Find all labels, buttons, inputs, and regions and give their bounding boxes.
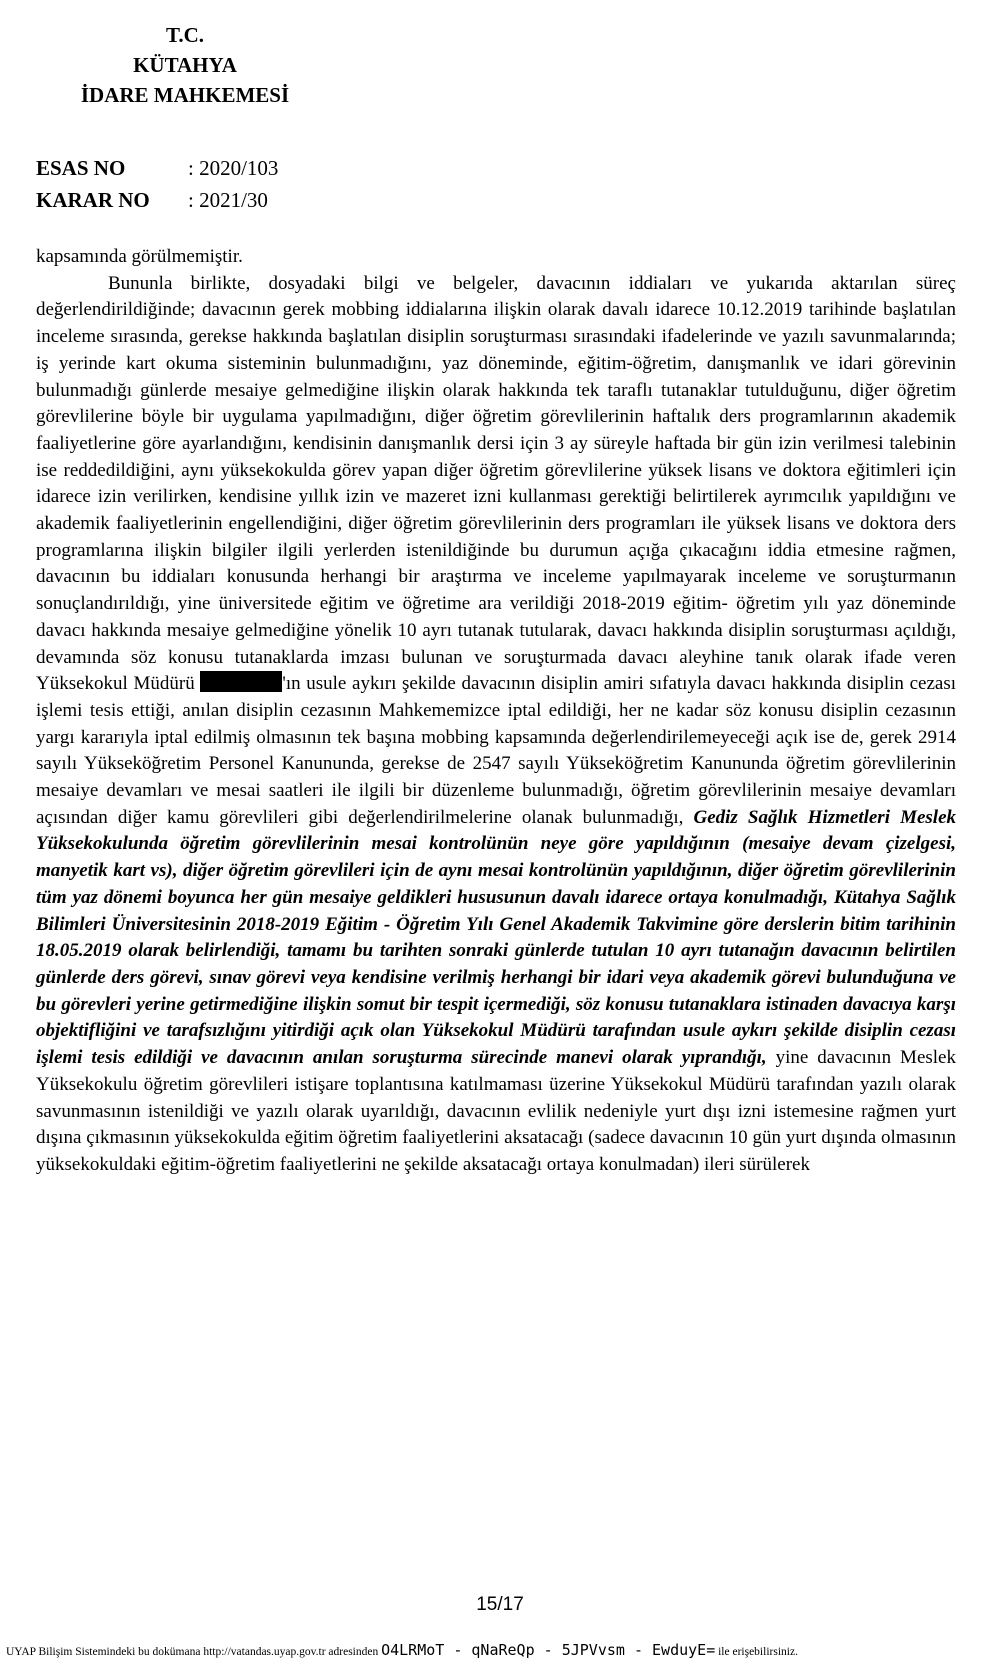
footer-verification xyxy=(6,1642,996,1660)
esas-label: ESAS NO xyxy=(36,156,126,180)
paragraph-main xyxy=(36,271,956,1179)
court-header xyxy=(55,20,315,110)
karar-value: : 2021/30 xyxy=(188,188,268,212)
esas-row xyxy=(36,152,278,184)
footer-prefix: UYAP Bilişim Sistemindeki bu dokümana http://vatandas.uyap.gov.tr adresinden xyxy=(6,1646,379,1658)
karar-label: KARAR NO xyxy=(36,188,150,212)
paragraph-text-part1: Bununla birlikte, dosyadaki bilgi ve belgeler, davacının iddiaları ve yukarıda aktarılan süreç değerlendirildiğinde; davacının gerek mobbing iddialarına ilişkin olarak davalı idarece 10.12.2019 tarihinde başlatılan inceleme sırasında, gerekse hakkında başlatılan disiplin soruşturması sırasındaki ifadelerinde ve yazılı savunmalarında; iş yerinde kart okuma sisteminin bulunmadığını, yaz döneminde, eğitim-öğretim, danışmanlık ve idari görevinin bulunmadığı günlerde mesaiye gelmediğine ilişkin olarak hakkında tek taraflı tutanaklar tutulduğunu, diğer öğretim görevlilerine böyle bir uygulama yapılmadığını, diğer öğretim görevlilerinin haftalık ders programlarının akademik faaliyetlerine göre ayarlandığını, kendisinin danışmanlık dersi için 3 ay süreyle haftada bir gün izin verilmesi talebinin ise reddedildiğini, aynı yüksekokulda görev yapan diğer öğretim görevlilerine yüksek lisans ve doktora eğitimleri için idarece izin verilirken, kendisine yıllık izin ve mazeret izni kullanması gerektiği belirtilerek ayrımcılık yapıldığını ve akademik faaliyetlerinin engellendiğini, diğer öğretim görevlilerinin ders programları ile yüksek lisans ve doktora ders programlarına ilişkin bilgiler ilgili yerlerden istenildiğinde bu durumun açığa çıkacağını iddia etmesine rağmen, davacının bu iddiaları konusunda herhangi bir araştırma ve inceleme yapılmayarak inceleme ve soruşturmanın sonuçlandırıldığı, yine üniversitede eğitim ve öğretime ara verildiği 2018-2019 eğitim- öğretim yılı yaz döneminde davacı hakkında mesaiye gelmediğine yönelik 10 ayrı tutanak tutularak, davacı hakkında disiplin soruşturması açıldığı, devamında söz konusu tutanaklarda imzası bulunan ve soruşturmada davacı aleyhine tanık olarak ifade veren Yüksekokul Müdürü xyxy=(36,272,956,695)
paragraph-continuation: kapsamında görülmemiştir. xyxy=(36,246,243,267)
header-line-city: KÜTAHYA xyxy=(133,53,237,77)
esas-value: : 2020/103 xyxy=(188,156,279,180)
document-body xyxy=(36,244,956,1179)
redacted-name-block xyxy=(200,671,282,692)
karar-row xyxy=(36,184,278,216)
page-number: 15/17 xyxy=(476,1594,524,1615)
case-numbers xyxy=(36,152,278,216)
paragraph-text-part3: yine davacının Meslek Yüksekokulu öğretim görevlileri istişare toplantısına katılmaması üzerine Yüksekokul Müdürü tarafından yazılı olarak savunmasının istenildiği ve yazılı olarak uyarıldığı, davacının evlilik nedeniyle yurt dışı izni istemesine rağmen yurt dışına çıkmasının yüksekokulda eğitim öğretim faaliyetlerini aksatacağı (sadece davacının 10 gün yurt dışında olmasının yüksekokuldaki eğitim-öğretim faaliyetlerini ne şekilde aksatacağı ortaya konulmadan) ileri sürülerek xyxy=(36,1047,956,1175)
emphasized-text: Gediz Sağlık Hizmetleri Meslek Yüksekokulunda öğretim görevlilerinin mesai kontrolünün neye göre yapıldığının (mesaiye devam çizelgesi, manyetik kart vs), diğer öğretim görevlileri için de aynı mesai kontrolünün yapıldığının, diğer öğretim görevlilerinin tüm yaz dönemi boyunca her gün mesaiye geldikleri hususunun davalı idarece ortaya konulmadığı, Kütahya Sağlık Bilimleri Üniversitesinin 2018-2019 Eğitim - Öğretim Yılı Genel Akademik Takvimine göre derslerin bitim tarihinin 18.05.2019 olarak belirlendiği, tamamı bu tarihten sonraki günlerde tutulan 10 ayrı tutanağın davacının belirtilen günlerde ders görevi, sınav görevi veya kendisine verilmiş herhangi bir idari veya akademik görevi bulunduğuna ve bu görevleri yerine getirmediğine ilişkin somut bir tespit içermediği, söz konusu tutanaklara istinaden davacıya karşı objektifliğini ve tarafsızlığını yitirdiği açık olan Yüksekokul Müdürü tarafından usule aykırı şekilde disiplin cezası işlemi tesis edildiği ve davacının anılan soruşturma sürecinde manevi olarak yıprandığı, xyxy=(36,806,957,1069)
paragraph-text-part2: 'ın usule aykırı şekilde davacının disiplin amiri sıfatıyla davacı hakkında disiplin cezası işlemi tesis ettiği, anılan disiplin cezasının Mahkememizce iptal edildiği, her ne kadar söz konusu disiplin cezasının yargı kararıyla iptal edilmiş olmasının tek başına mobbing kapsamında değerlendirilemeyeceği açık ise de, gerek 2914 sayılı Yükseköğretim Personel Kanununda, gerekse de 2547 sayılı Yükseköğretim Kanununda öğretim görevlilerinin mesaiye devamları ve mesai saatleri ile ilgili bir düzenleme bulunmadığı, öğretim görevlilerinin mesaiye devamları açısından diğer kamu görevlileri gibi değerlendirilmelerine olanak bulunmadığı, xyxy=(36,673,956,828)
footer-suffix: ile erişebilirsiniz. xyxy=(718,1646,798,1658)
header-line-tc: T.C. xyxy=(165,23,205,47)
verification-code: O4LRMoT - qNaReQp - 5JPVvsm - EwduyE= xyxy=(381,1641,716,1659)
header-line-court: İDARE MAHKEMESİ xyxy=(80,83,290,107)
